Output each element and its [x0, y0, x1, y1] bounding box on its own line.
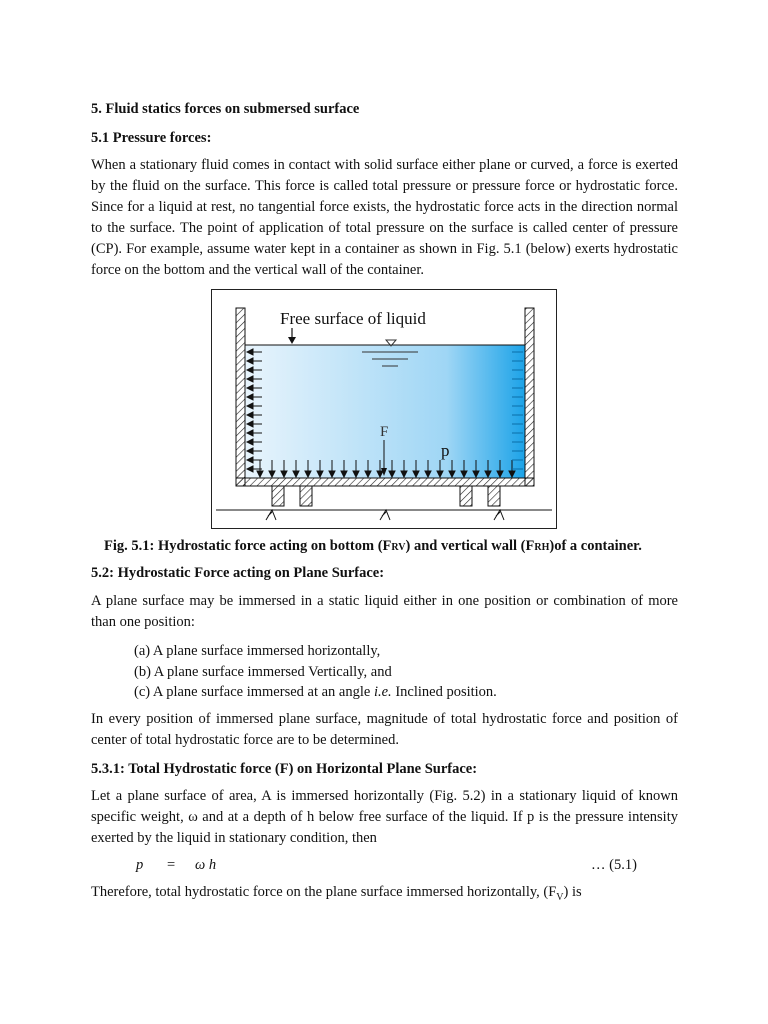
paragraph-pressure-forces: When a stationary fluid comes in contact with solid surface either plane or curved, a force is exerted by the fluid on the surface. This force is called total pressure or pressure force or hydrostatic force. Since for a liquid at rest, no tangential force exists, the hydrostatic force acts in the direction normal to the surface. The point of application of total pressure on the surface is called center of pressure (CP). For example, assume water kept in a container as shown in Fig. 5.1 (below) exerts hydrostatic force on the bottom and the vertical wall of the container.: [91, 157, 678, 278]
list-item: (c) A plane surface immersed at an angle i.e. Inclined position.: [134, 684, 497, 700]
subsection-heading-5-2: 5.2: Hydrostatic Force acting on Plane Surface:: [91, 565, 385, 581]
force-label: F: [380, 424, 389, 440]
support-right-1: [460, 486, 472, 506]
figure-container-diagram: [211, 289, 557, 529]
support-left-2: [300, 486, 312, 506]
container-diagram-svg: [212, 290, 556, 528]
water-body: [245, 345, 525, 478]
container-bottom: [236, 478, 534, 486]
section-heading: 5. Fluid statics forces on submersed surface: [91, 101, 360, 117]
paragraph-horizontal-surface: Let a plane surface of area, A is immersed horizontally (Fig. 5.2) in a stationary liquid of known specific weight, ω and at a depth of h below free surface of the liquid. If p is the pressure intensity exerted by the liquid in stationary condition, then: [91, 788, 678, 846]
paragraph-every-position: In every position of immersed plane surface, magnitude of total hydrostatic force and position of center of total hydrostatic force are to be determined.: [91, 711, 678, 748]
right-wall: [525, 308, 534, 486]
pressure-label: p: [441, 441, 450, 460]
list-item: (b) A plane surface immersed Vertically, and: [134, 663, 392, 680]
paragraph-therefore: Therefore, total hydrostatic force on the plane surface immersed horizontally, $(F_V)$ is: [91, 884, 582, 903]
equation-rhs: ω h: [195, 857, 217, 873]
ground-marks: [266, 510, 504, 520]
figure-caption: Fig. 5.1: Hydrostatic force acting on bottom (FRV) and vertical wall (FRH)of a container.: [104, 538, 642, 554]
immersion-positions-list: [134, 641, 497, 703]
equation-equals: =: [167, 857, 176, 873]
list-item: (a) A plane surface immersed horizontally,: [134, 643, 381, 659]
subsection-heading-5-3-1: 5.3.1: Total Hydrostatic force (F) on Horizontal Plane Surface:: [91, 761, 478, 777]
equation-lhs: p: [136, 857, 144, 873]
support-right-2: [488, 486, 500, 506]
support-left-1: [272, 486, 284, 506]
equation-number: … (5.1): [591, 857, 637, 873]
subsection-heading-5-1: 5.1 Pressure forces:: [91, 130, 212, 146]
paragraph-plane-surface: A plane surface may be immersed in a static liquid either in one position or combination of more than one position:: [91, 593, 678, 630]
free-surface-label: Free surface of liquid: [280, 309, 426, 328]
left-wall: [236, 308, 245, 486]
